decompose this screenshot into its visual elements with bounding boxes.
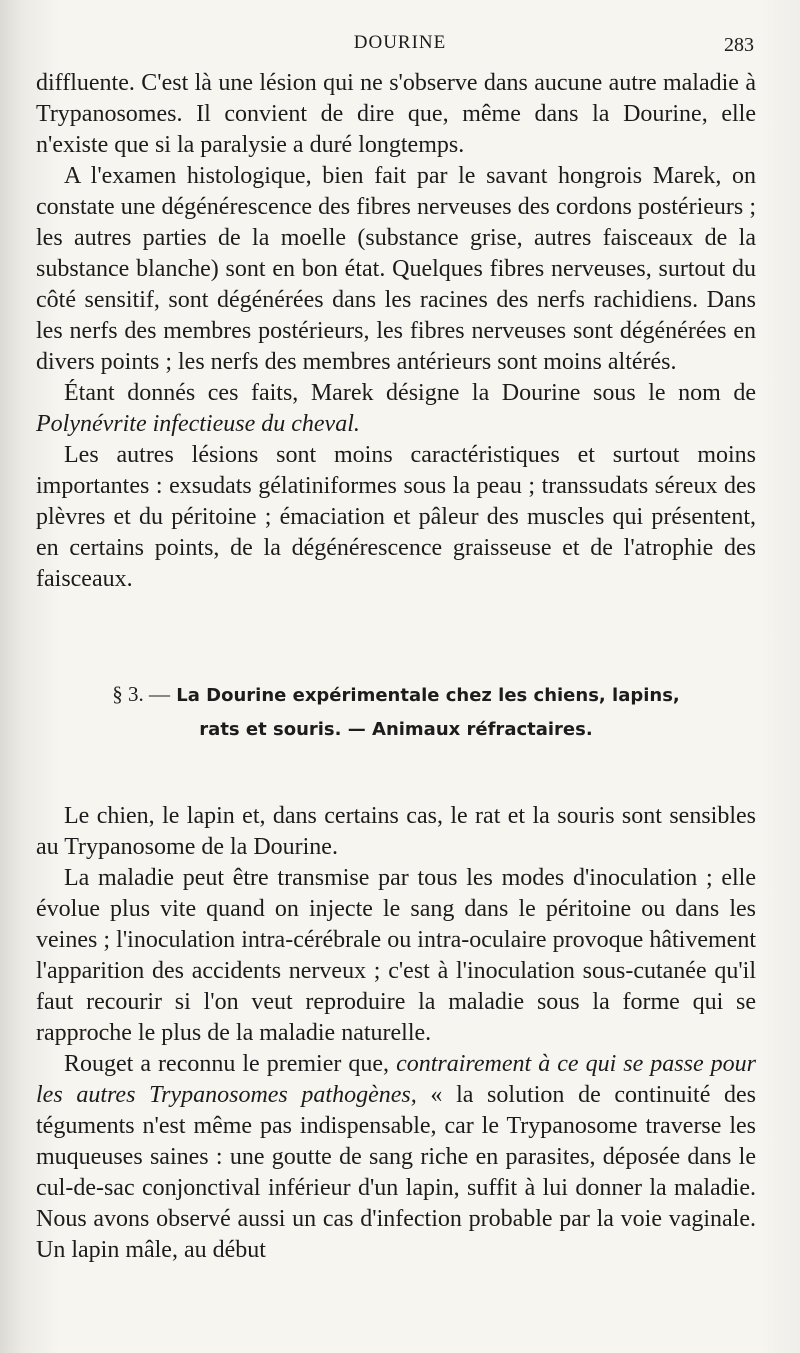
paragraph: Les autres lésions sont moins caractéristiques et surtout moins importantes : exsudats gélatiniformes sous la peau ; transsudats séreux des plèvres et du péritoine ; émaciation et pâleur des muscles qui présentent, en certains points, de la dégénérescence graisseuse et de l'atrophie des faisceaux. <box>36 442 756 592</box>
section-title-part-2: rats et souris. — Animaux réfractaires. <box>199 719 593 740</box>
page-body <box>36 68 756 1266</box>
paragraph: Le chien, le lapin et, dans certains cas, le rat et la souris sont sensibles au Trypanosome de la Dourine. <box>36 803 756 860</box>
paragraph: diffluente. C'est là une lésion qui ne s'observe dans aucune autre maladie à Trypanosomes. Il convient de dire que, même dans la Dourine, elle n'existe que si la paralysie a duré longtemps. <box>36 70 756 158</box>
paragraph: A l'examen histologique, bien fait par le savant hongrois Marek, on constate une dégénérescence des fibres nerveuses des cordons postérieurs ; les autres parties de la moelle (substance grise, autres faisceaux de la substance blanche) sont en bon état. Quelques fibres nerveuses, surtout du côté sensitif, sont dégénérées dans les racines des nerfs rachidiens. Dans les nerfs des membres postérieurs, les fibres nerveuses sont dégénérées en divers points ; les nerfs des membres antérieurs sont moins altérés. <box>36 163 756 375</box>
section-title-part-1: La Dourine expérimentale chez les chiens, lapins, <box>176 685 680 706</box>
paragraph <box>36 378 756 440</box>
running-title: DOURINE <box>353 32 447 53</box>
paragraph-text: Rouget a reconnu le premier que, <box>64 1051 390 1077</box>
italic-phrase: contrairement à ce qui se passe pour les autres Trypanosomes pathogènes, <box>36 1051 757 1108</box>
paragraph-text: Étant donnés ces faits, Marek désigne la Dourine sous le nom de <box>64 380 756 406</box>
page-header <box>0 32 800 62</box>
section-symbol: § 3. — <box>112 682 170 706</box>
paragraph <box>36 1049 756 1266</box>
section-heading-line-1 <box>36 677 756 713</box>
paragraph: La maladie peut être transmise par tous les modes d'inoculation ; elle évolue plus vite quand on injecte le sang dans le péritoine ou dans les veines ; l'inoculation intra-cérébrale ou intra-oculaire provoque hâtivement l'apparition des accidents nerveux ; c'est à l'inoculation sous-cutanée qu'il faut recourir si l'on veut reproduire la maladie sous la forme qui se rapproche le plus de la maladie naturelle. <box>36 865 756 1046</box>
section-heading <box>36 677 756 747</box>
page-number: 283 <box>724 34 754 56</box>
italic-term: Polynévrite infectieuse du cheval. <box>36 411 360 437</box>
quotation-text: « la solution de continuité des téguments n'est même pas indispensable, car le Trypanosome traverse les muqueuses saines : une goutte de sang riche en parasites, déposée dans le cul-de-sac conjonctival inférieur d'un lapin, suffit à lui donner la maladie. Nous avons observé aussi un cas d'infection probable par la voie vaginale. Un lapin mâle, au début <box>36 1082 757 1263</box>
